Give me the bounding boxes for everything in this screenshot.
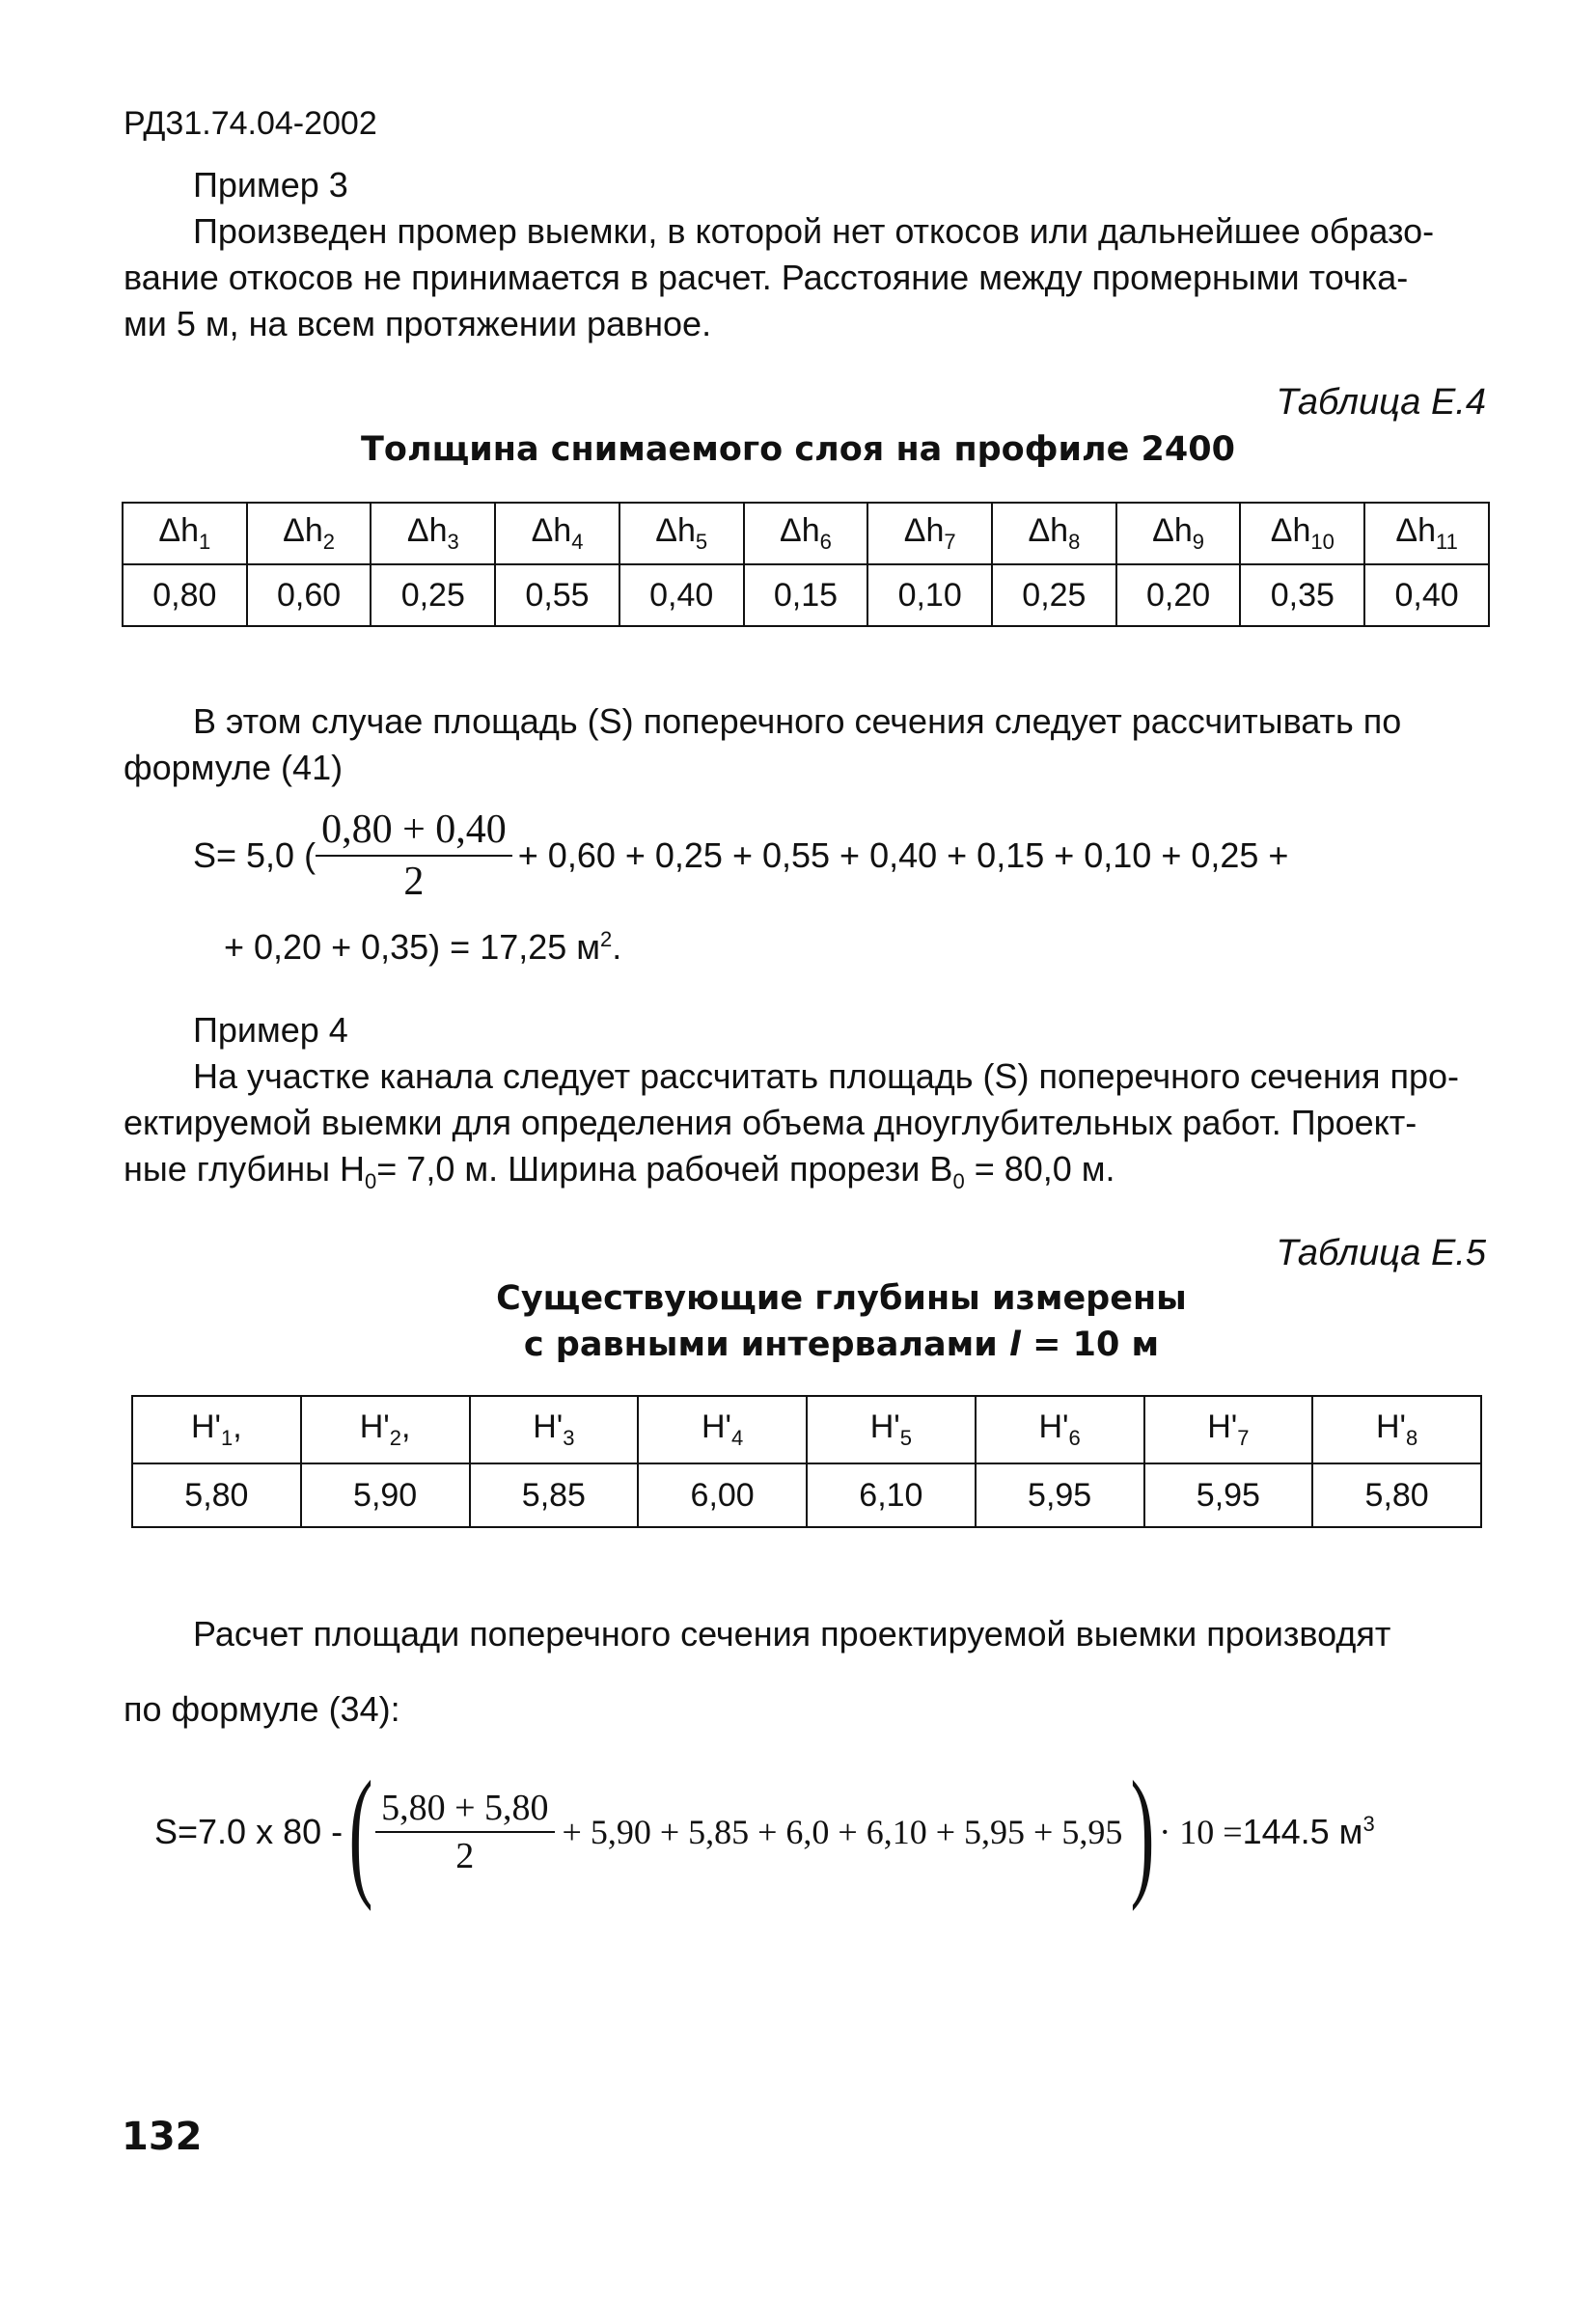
value-cell: 5,90 bbox=[301, 1463, 470, 1527]
value-cell: 0,15 bbox=[744, 564, 868, 626]
table5-header-row bbox=[132, 1396, 1481, 1463]
example4-line3-c: = 80,0 м. bbox=[964, 1149, 1115, 1189]
header-cell-symbol: H' bbox=[191, 1408, 222, 1446]
formula-41-line2 bbox=[224, 916, 621, 971]
header-cell-subscript: 8 bbox=[1068, 529, 1081, 554]
value-cell: 0,10 bbox=[867, 564, 992, 626]
header-cell-subscript: 3 bbox=[447, 529, 459, 554]
calc2-line1: Расчет площади поперечного сечения проектируемой выемки производят bbox=[193, 1614, 1391, 1654]
header-cell-symbol: Δh bbox=[1395, 512, 1436, 550]
value-cell: 0,40 bbox=[619, 564, 744, 626]
example4-sub-b0: 0 bbox=[952, 1169, 965, 1194]
calc1-line2: формуле (41) bbox=[124, 748, 344, 787]
header-cell-subscript: 5 bbox=[695, 529, 708, 554]
header-cell-symbol: H' bbox=[1207, 1408, 1238, 1446]
header-cell-symbol: H' bbox=[1038, 1408, 1069, 1446]
header-cell-symbol: Δh bbox=[903, 512, 945, 550]
value-cell: 6,10 bbox=[807, 1463, 976, 1527]
table5-title-line2-b: = 10 м bbox=[1020, 1326, 1160, 1364]
calc2-line2: по формуле (34): bbox=[124, 1689, 400, 1729]
value-cell: 5,95 bbox=[1144, 1463, 1313, 1527]
value-cell: 0,20 bbox=[1116, 564, 1241, 626]
example4-line3 bbox=[124, 1146, 1486, 1205]
formula-34-prefix: S=7.0 x 80 - bbox=[154, 1812, 344, 1851]
header-cell-symbol: Δh bbox=[1152, 512, 1193, 550]
formula-41-unit-sup: 2 bbox=[600, 927, 613, 951]
example4-line2: ектируемой выемки для определения объема дноуглубительных работ. Проект- bbox=[124, 1103, 1417, 1142]
formula-41-denominator: 2 bbox=[403, 860, 425, 904]
document-code: РД31.74.04-2002 bbox=[124, 105, 377, 142]
header-cell-subscript: 8 bbox=[1406, 1425, 1418, 1450]
table5-value-row bbox=[132, 1463, 1481, 1527]
example3-heading: Пример 3 bbox=[193, 165, 348, 205]
header-cell bbox=[132, 1396, 301, 1463]
header-cell bbox=[1116, 503, 1241, 564]
header-cell bbox=[247, 503, 371, 564]
header-cell bbox=[976, 1396, 1144, 1463]
table5 bbox=[131, 1395, 1482, 1528]
header-cell-symbol: Δh bbox=[655, 512, 696, 550]
example3-line1: Произведен промер выемки, в которой нет откосов или дальнейшее образо- bbox=[193, 211, 1435, 251]
table5-caption: Таблица Е.5 bbox=[1276, 1233, 1486, 1273]
header-cell-subscript: 7 bbox=[1237, 1425, 1250, 1450]
example4-line3-b: = 7,0 м. Ширина рабочей прорези B bbox=[376, 1149, 953, 1189]
formula-34-multiplier: · 10 = bbox=[1159, 1813, 1243, 1851]
header-cell-subscript: 1 bbox=[221, 1425, 234, 1450]
header-cell-suffix: , bbox=[401, 1408, 411, 1446]
left-paren-icon: ( bbox=[348, 1752, 373, 1912]
formula-34 bbox=[154, 1752, 1375, 1912]
header-cell-symbol: Δh bbox=[531, 512, 572, 550]
table5-title-line2-a: с равными интервалами bbox=[523, 1326, 1009, 1364]
table4-caption: Таблица Е.4 bbox=[1276, 382, 1486, 423]
header-cell-subscript: 10 bbox=[1310, 529, 1335, 554]
header-cell bbox=[123, 503, 247, 564]
example3-line3: ми 5 м, на всем протяжении равное. bbox=[124, 304, 712, 343]
formula-34-numerator: 5,80 + 5,80 bbox=[381, 1788, 549, 1828]
header-cell-symbol: Δh bbox=[158, 512, 200, 550]
header-cell-suffix: , bbox=[233, 1408, 242, 1446]
header-cell bbox=[867, 503, 992, 564]
header-cell bbox=[744, 503, 868, 564]
table4-title: Толщина снимаемого слоя на профиле 2400 bbox=[361, 430, 1235, 469]
formula-34-denominator: 2 bbox=[455, 1836, 475, 1876]
formula-34-rest: + 5,90 + 5,85 + 6,0 + 6,10 + 5,95 + 5,95 bbox=[562, 1813, 1123, 1851]
header-cell bbox=[371, 503, 495, 564]
table4 bbox=[122, 502, 1490, 627]
header-cell-subscript: 6 bbox=[1068, 1425, 1081, 1450]
value-cell: 0,35 bbox=[1240, 564, 1364, 626]
header-cell bbox=[470, 1396, 639, 1463]
header-cell-subscript: 5 bbox=[899, 1425, 913, 1450]
value-cell: 0,25 bbox=[992, 564, 1116, 626]
value-cell: 0,55 bbox=[495, 564, 619, 626]
header-cell-subscript: 3 bbox=[563, 1425, 575, 1450]
value-cell: 0,60 bbox=[247, 564, 371, 626]
header-cell bbox=[1144, 1396, 1313, 1463]
value-cell: 5,80 bbox=[132, 1463, 301, 1527]
formula-34-result-text: 144.5 м bbox=[1242, 1812, 1363, 1851]
formula-41-line2-text: + 0,20 + 0,35) = 17,25 м bbox=[224, 927, 601, 967]
header-cell-subscript: 6 bbox=[819, 529, 832, 554]
header-cell-symbol: H' bbox=[359, 1408, 390, 1446]
header-cell-subscript: 4 bbox=[571, 529, 584, 554]
example4-sub-h0: 0 bbox=[365, 1169, 377, 1194]
header-cell-symbol: Δh bbox=[1270, 512, 1311, 550]
formula-34-unit-sup: 3 bbox=[1362, 1812, 1375, 1836]
formula-41-numerator: 0,80 + 0,40 bbox=[321, 807, 507, 852]
table4-header-row bbox=[123, 503, 1489, 564]
table5-title-line2 bbox=[0, 1326, 1596, 1364]
header-cell-subscript: 11 bbox=[1435, 529, 1458, 554]
header-cell-subscript: 9 bbox=[1192, 529, 1205, 554]
header-cell-symbol: H' bbox=[1375, 1408, 1407, 1446]
formula-41-prefix: S= 5,0 ( bbox=[193, 835, 316, 875]
header-cell-subscript: 7 bbox=[944, 529, 956, 554]
header-cell-symbol: H' bbox=[869, 1408, 900, 1446]
value-cell: 0,25 bbox=[371, 564, 495, 626]
example4-paragraph bbox=[124, 1053, 1486, 1205]
header-cell bbox=[495, 503, 619, 564]
example4-line3-a: ные глубины H bbox=[124, 1149, 366, 1189]
header-cell bbox=[807, 1396, 976, 1463]
header-cell-symbol: Δh bbox=[1028, 512, 1069, 550]
formula-41-fraction bbox=[316, 807, 512, 905]
header-cell-subscript: 1 bbox=[199, 529, 211, 554]
value-cell: 5,80 bbox=[1312, 1463, 1481, 1527]
page-number: 132 bbox=[122, 2115, 203, 2159]
calc1-line1: В этом случае площадь (S) поперечного сечения следует рассчитывать по bbox=[193, 701, 1402, 741]
formula-34-result bbox=[1243, 1812, 1375, 1852]
header-cell bbox=[619, 503, 744, 564]
header-cell bbox=[1312, 1396, 1481, 1463]
example4-line1: На участке канала следует рассчитать площадь (S) поперечного сечения про- bbox=[193, 1056, 1460, 1096]
value-cell: 5,95 bbox=[976, 1463, 1144, 1527]
example4-heading: Пример 4 bbox=[193, 1010, 348, 1050]
header-cell bbox=[638, 1396, 807, 1463]
example3-paragraph bbox=[124, 208, 1486, 347]
right-paren-icon: ) bbox=[1130, 1752, 1155, 1912]
formula-41-line2-end: . bbox=[612, 927, 622, 967]
example3-line2: вание откосов не принимается в расчет. Расстояние между промерными точка- bbox=[124, 258, 1409, 297]
header-cell-symbol: Δh bbox=[406, 512, 448, 550]
formula-41 bbox=[193, 807, 1288, 905]
value-cell: 6,00 bbox=[638, 1463, 807, 1527]
table4-value-row bbox=[123, 564, 1489, 626]
formula-34-fraction bbox=[375, 1787, 554, 1877]
header-cell-symbol: Δh bbox=[780, 512, 820, 550]
header-cell bbox=[1364, 503, 1489, 564]
header-cell-subscript: 2 bbox=[322, 529, 336, 554]
value-cell: 5,85 bbox=[470, 1463, 639, 1527]
header-cell bbox=[301, 1396, 470, 1463]
value-cell: 0,40 bbox=[1364, 564, 1489, 626]
header-cell-symbol: Δh bbox=[283, 512, 323, 550]
header-cell-subscript: 4 bbox=[731, 1425, 744, 1450]
header-cell bbox=[992, 503, 1116, 564]
formula-41-rest: + 0,60 + 0,25 + 0,55 + 0,40 + 0,15 + 0,10 + 0,25 + bbox=[517, 835, 1289, 875]
value-cell: 0,80 bbox=[123, 564, 247, 626]
header-cell bbox=[1240, 503, 1364, 564]
header-cell-subscript: 2 bbox=[389, 1425, 402, 1450]
table5-title-var: l bbox=[1008, 1326, 1021, 1364]
header-cell-symbol: H' bbox=[701, 1408, 732, 1446]
header-cell-symbol: H' bbox=[533, 1408, 564, 1446]
table5-title-line1: Существующие глубины измерены bbox=[496, 1279, 1187, 1318]
